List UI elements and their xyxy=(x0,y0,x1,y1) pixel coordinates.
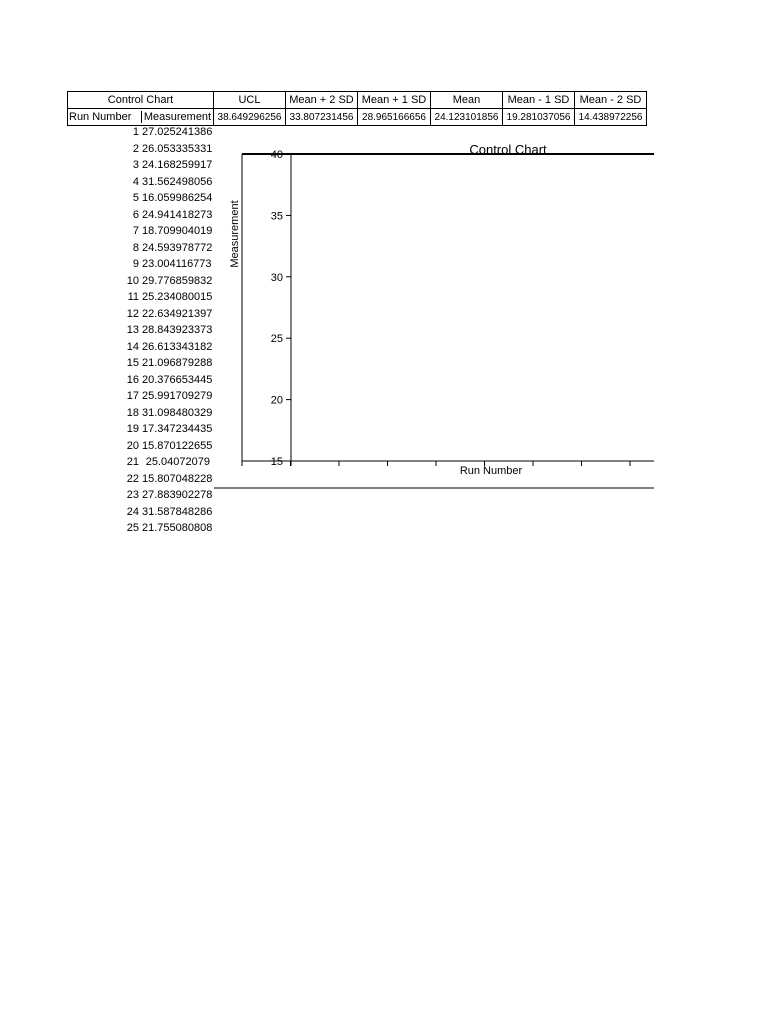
measurement-cell: 21.755080808 xyxy=(142,522,213,534)
measurement-cell: 28.843923373 xyxy=(142,324,213,336)
run-number-cell: 18 xyxy=(126,406,139,419)
run-number-cell: 19 xyxy=(126,423,139,435)
run-number-cell: 22 xyxy=(126,472,139,485)
run-number-cell: 11 xyxy=(127,291,139,303)
measurement-cell: 23.004116773 xyxy=(142,258,212,270)
run-number-cell: 20 xyxy=(126,439,139,452)
header-mean: Mean xyxy=(431,92,503,109)
measurement-column-header: Measurement xyxy=(143,111,212,123)
header-mean-minus-2sd: Mean - 2 SD xyxy=(575,92,647,109)
measurement-cell: 15.870122655 xyxy=(142,439,213,452)
mean-value: 24.123101856 xyxy=(431,109,503,126)
run-number-cell: 6 xyxy=(132,208,139,221)
header-control-chart: Control Chart xyxy=(68,92,214,109)
y-tick-label: 35 xyxy=(270,210,283,223)
run-number-cell: 4 xyxy=(132,175,139,188)
measurement-cell: 21.096879288 xyxy=(142,357,213,369)
measurement-cell: 24.168259917 xyxy=(142,159,213,171)
measurement-cell: 17.347234435 xyxy=(142,423,213,435)
run-number-cell: 12 xyxy=(126,307,139,320)
y-tick-label: 40 xyxy=(270,149,283,161)
header-mean-minus-1sd: Mean - 1 SD xyxy=(503,92,575,109)
chart-title: Control Chart xyxy=(469,142,547,157)
run-number-cell: 21 xyxy=(126,456,139,468)
measurement-cell: 18.709904019 xyxy=(142,225,213,237)
run-number-cell: 17 xyxy=(126,390,139,402)
measurement-cell: 25.234080015 xyxy=(142,291,213,303)
run-number-cell: 13 xyxy=(126,324,139,336)
measurement-cell: 27.025241386 xyxy=(142,126,213,138)
measurement-cell: 26.613343182 xyxy=(142,340,213,353)
y-tick-label: 30 xyxy=(270,271,283,284)
run-number-column-header: Run Number xyxy=(68,111,142,123)
measurement-cell: 24.941418273 xyxy=(142,208,213,221)
run-number-cell: 9 xyxy=(132,258,139,270)
y-axis-label: Measurement xyxy=(229,200,241,268)
run-number-cell: 3 xyxy=(132,159,139,171)
run-number-cell: 16 xyxy=(126,373,139,386)
header-mean-plus-1sd: Mean + 1 SD xyxy=(358,92,431,109)
run-number-cell: 15 xyxy=(126,357,139,369)
y-tick-label: 25 xyxy=(270,333,283,346)
mean-minus-1sd-value: 19.281037056 xyxy=(503,109,575,126)
measurement-cell: 29.776859832 xyxy=(142,274,213,287)
measurement-cell: 15.807048228 xyxy=(142,472,213,485)
run-number-cell: 24 xyxy=(126,505,139,518)
measurement-cell: 26.053335331 xyxy=(142,142,213,155)
measurement-cell: 22.634921397 xyxy=(142,307,213,320)
measurement-cell: 20.376653445 xyxy=(142,373,213,386)
y-tick-label: 20 xyxy=(270,394,283,407)
measurement-cell: 25.991709279 xyxy=(142,390,213,402)
measurement-cell: 31.562498056 xyxy=(142,175,213,188)
mean-plus-1sd-value: 28.965166656 xyxy=(358,109,431,126)
measurement-cell: 27.883902278 xyxy=(142,489,213,501)
measurement-cell: 24.593978772 xyxy=(142,241,213,254)
y-tick-label: 15 xyxy=(270,456,283,468)
measurement-cell: 16.059986254 xyxy=(142,192,213,204)
run-number-cell: 2 xyxy=(132,142,139,155)
measurement-cell: 31.098480329 xyxy=(142,406,213,419)
ucl-value: 38.649296256 xyxy=(214,109,286,126)
measurement-cell: 25.04072079 xyxy=(145,456,210,468)
x-axis-ticks xyxy=(242,461,630,466)
run-number-cell: 1 xyxy=(132,126,139,138)
header-ucl: UCL xyxy=(214,92,286,109)
mean-minus-2sd-value: 14.438972256 xyxy=(575,109,647,126)
mean-plus-2sd-value: 33.807231456 xyxy=(286,109,358,126)
run-number-cell: 8 xyxy=(132,241,139,254)
x-axis-label: Run Number xyxy=(459,465,523,477)
run-number-cell: 10 xyxy=(126,274,139,287)
chart-area xyxy=(214,152,654,488)
run-number-cell: 25 xyxy=(126,522,139,534)
run-number-cell: 5 xyxy=(132,192,139,204)
y-axis-ticks xyxy=(271,149,291,468)
run-number-cell: 7 xyxy=(132,225,139,237)
run-number-cell: 14 xyxy=(126,340,139,353)
header-mean-plus-2sd: Mean + 2 SD xyxy=(286,92,358,109)
measurement-cell: 31.587848286 xyxy=(142,505,213,518)
run-number-cell: 23 xyxy=(126,489,139,501)
